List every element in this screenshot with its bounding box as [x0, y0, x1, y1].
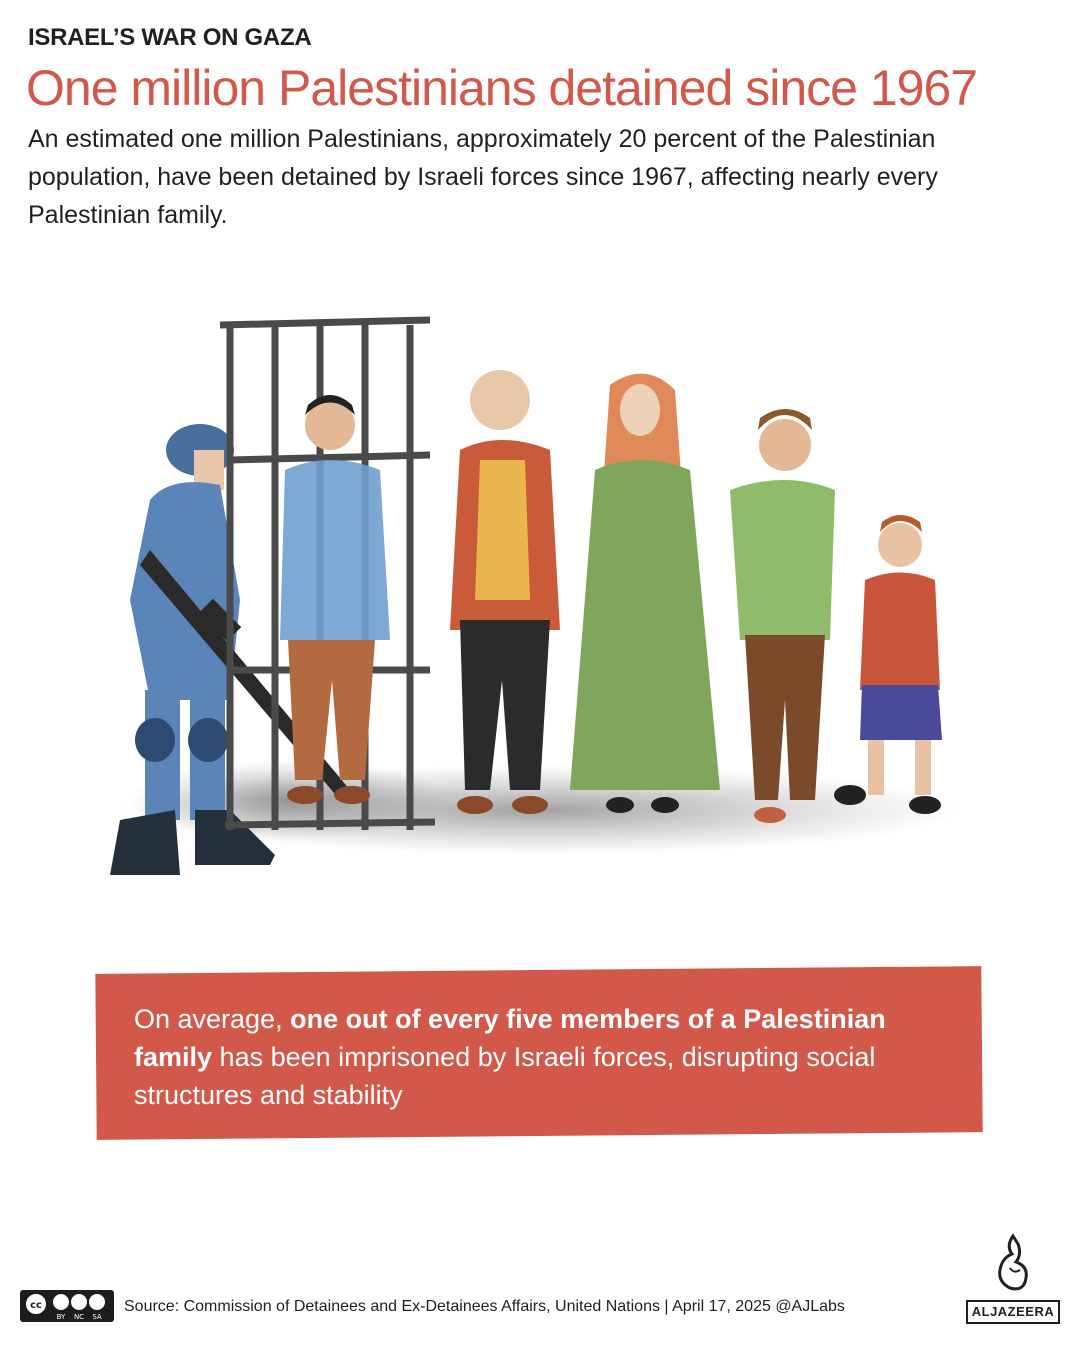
older-man-figure: [450, 370, 560, 814]
license-nc-label: NC: [73, 1313, 85, 1321]
svg-text:cc: cc: [30, 1300, 42, 1311]
kicker: ISRAEL’S WAR ON GAZA: [28, 24, 312, 51]
family-detention-illustration: [90, 300, 990, 900]
footer: [20, 1290, 1060, 1324]
aljazeera-wordmark: ALJAZEERA: [966, 1300, 1060, 1324]
creative-commons-license-icon: [20, 1290, 114, 1322]
page-title: One million Palestinians detained since 1967: [26, 60, 978, 116]
intro-text: An estimated one million Palestinians, approximately 20 percent of the Palestinian population, have been detained by Israeli forces since 1967, affecting nearly every Palestinian family.: [28, 125, 938, 229]
callout-lead: On average,: [134, 1004, 291, 1034]
license-sa-label: SA: [92, 1313, 102, 1321]
young-man-figure: [730, 409, 835, 823]
source-credit: Source: Commission of Detainees and Ex-Detainees Affairs, United Nations | April 17, 2025 @AJLabs: [124, 1298, 845, 1315]
aljazeera-calligraphy-icon: [966, 1232, 1060, 1298]
child-figure: [834, 515, 942, 814]
callout-emphasis: one out of every five members of a Palestinian family: [134, 1004, 886, 1072]
aljazeera-logo: [966, 1232, 1060, 1328]
callout-text: [134, 1000, 964, 1114]
woman-figure: [570, 374, 720, 813]
license-by-label: BY: [56, 1313, 66, 1321]
callout-rest: has been imprisoned by Israeli forces, disrupting social structures and stability: [134, 1042, 876, 1110]
